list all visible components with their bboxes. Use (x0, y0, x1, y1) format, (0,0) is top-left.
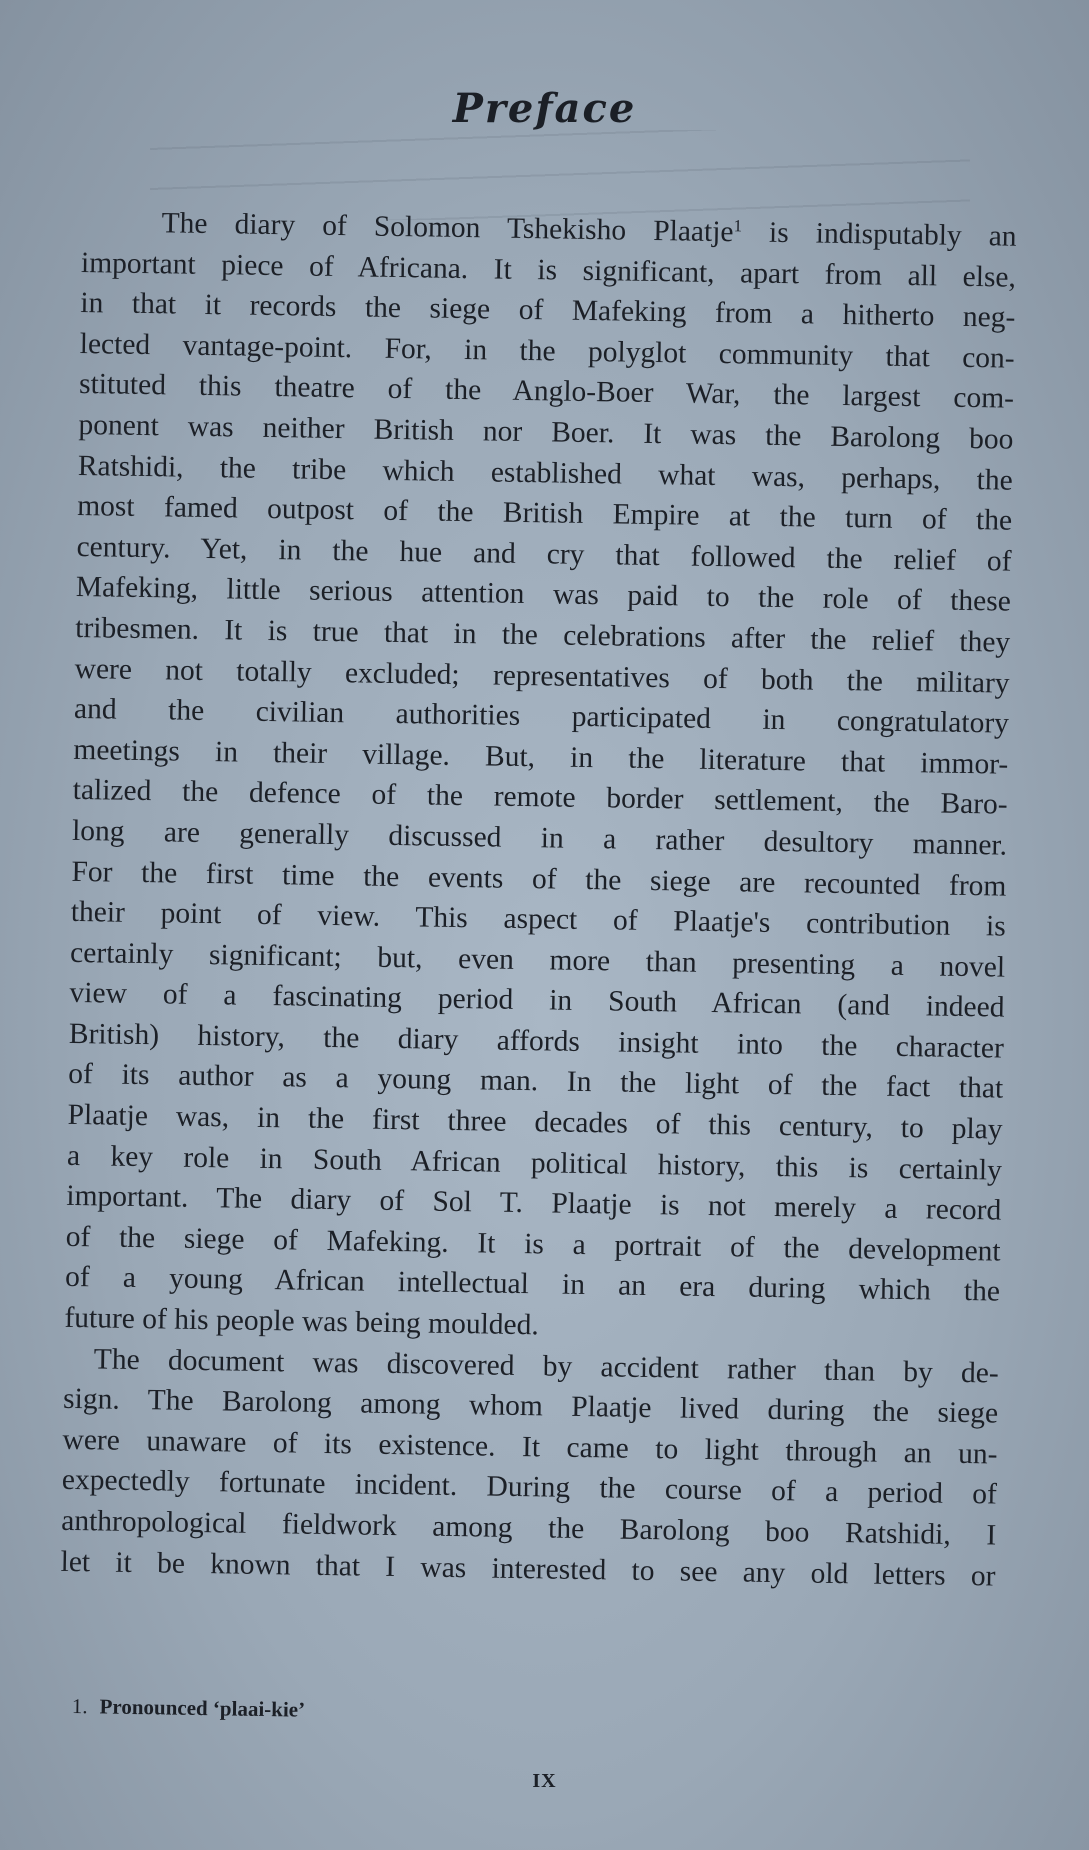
text-line: Mafeking, little serious attention was paid to the role of these (75, 571, 1012, 618)
text-line: of its author as a young man. In the light of the fact that (68, 1058, 1004, 1106)
text-line: Plaatje was, in the first three decades of this century, to play (67, 1098, 1003, 1146)
paragraph-2 (60, 1338, 999, 1596)
text-line: important. The diary of Sol T. Plaatje is not merely a record (66, 1180, 1002, 1227)
text-line: let it be known that I was interested to see any old letters or (60, 1545, 996, 1593)
text-line: British) history, the diary affords insight into the character (68, 1017, 1005, 1065)
text-line: were unaware of its existence. It came to light through an un- (62, 1423, 998, 1471)
text-line: anthropological fieldwork among the Barolong boo Ratshidi, I (61, 1504, 997, 1552)
text-line: long are generally discussed in a rather desultory manner. (71, 814, 1008, 862)
footnote-marker: 1 (733, 216, 743, 236)
paragraph-1 (64, 202, 1017, 1353)
text-line: tribesmen. It is true that in the celebrations after the relief they (75, 611, 1011, 659)
text-line: lected vantage-point. For, in the polyglot community that con- (79, 327, 1015, 375)
text-line: stituted this theatre of the Anglo-Boer War, the largest com- (78, 368, 1015, 416)
text-line: century. Yet, in the hue and cry that followed the relief of (76, 530, 1012, 578)
text-line: their point of view. This aspect of Plaatje's contribution is (70, 896, 1006, 943)
text-line: meetings in their village. But, in the literature that immor- (73, 733, 1009, 781)
page-number: IX (532, 1770, 557, 1792)
text-line: expectedly fortunate incident. During the course of a period of (61, 1464, 998, 1511)
page-title: Preface (452, 85, 637, 132)
footnote (72, 1694, 306, 1723)
text-line: Ratshidi, the tribe which established what was, perhaps, the (77, 449, 1013, 497)
text-line: of a young African intellectual in an era during which the (64, 1261, 1001, 1308)
text-line: most famed outpost of the British Empire at the turn of the (76, 490, 1013, 537)
text-line: sign. The Barolong among whom Plaatje lived during the siege (62, 1383, 999, 1430)
text-line: of the siege of Mafeking. It is a portrait of the development (65, 1220, 1001, 1268)
body-text (60, 202, 1017, 1597)
text-line: talized the defence of the remote border settlement, the Baro- (72, 774, 1008, 821)
text-line: and the civilian authorities participated in congratulatory (73, 693, 1010, 740)
text-line: in that it records the siege of Mafeking from a hitherto neg- (80, 287, 1016, 334)
text-line: For the first time the events of the siege are recounted from (71, 855, 1007, 903)
text-line: a key role in South African political history, this is certainly (66, 1139, 1003, 1187)
text-line: certainly significant; but, even more than presenting a novel (69, 936, 1006, 984)
text-line: were not totally excluded; representatives of both the military (74, 652, 1010, 700)
text-line: The diary of Solomon Tshekisho Plaatje$^1$ is indisputably an (161, 207, 1017, 253)
text-line: future of his people was being moulded. (64, 1301, 540, 1342)
footnote-text: Pronounced ‘plaai-kie’ (99, 1694, 306, 1722)
footnote-number: 1. (71, 1694, 88, 1719)
text-line: view of a fascinating period in South African (and indeed (69, 977, 1005, 1024)
text-line: ponent was neither British nor Boer. It was the Barolong boo (78, 408, 1014, 456)
text-line: The document was discovered by accident rather than by de- (93, 1342, 999, 1390)
text-line: important piece of Africana. It is significant, apart from all else, (80, 246, 1017, 294)
